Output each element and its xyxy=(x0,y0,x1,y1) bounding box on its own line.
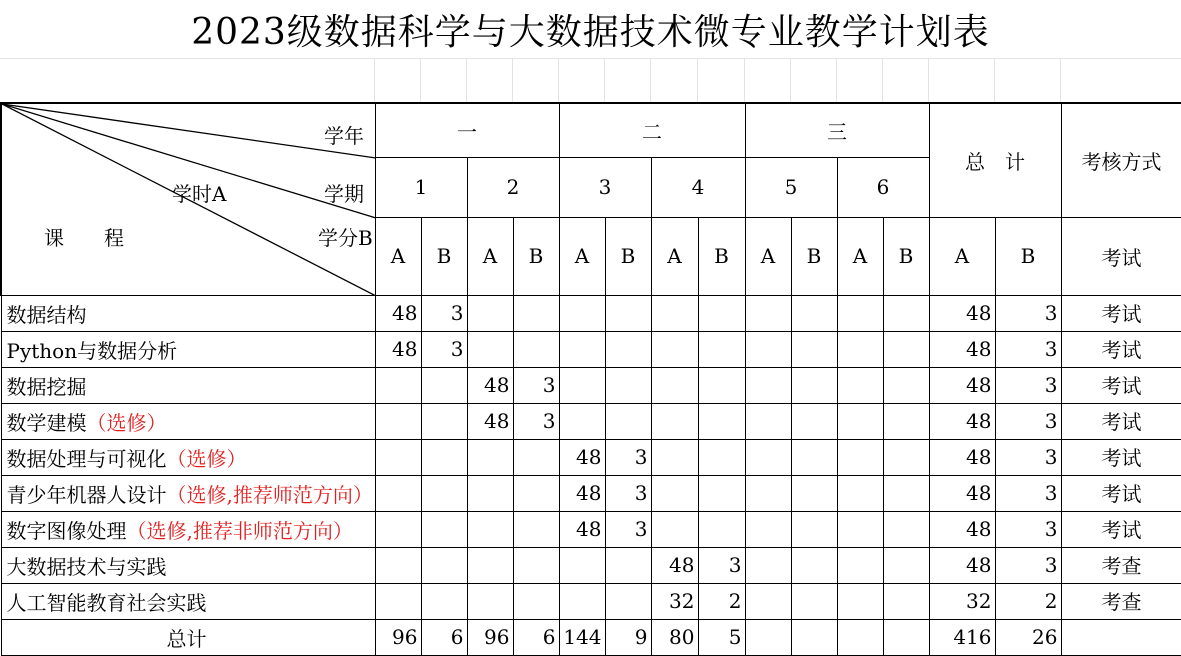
empty-cell xyxy=(837,403,883,439)
course-assessment: 考试 xyxy=(1061,475,1181,511)
semester-1-header: 1 xyxy=(375,157,467,217)
empty-cell xyxy=(883,583,929,619)
semester-4-b-value: 2 xyxy=(698,583,745,619)
empty-cell xyxy=(513,295,559,331)
semester-1-a-value: 48 xyxy=(375,331,421,367)
empty-cell xyxy=(883,403,929,439)
course-name-cell xyxy=(1,475,375,511)
header-label-year: 学年 xyxy=(324,124,364,148)
course-assessment: 考查 xyxy=(1061,583,1181,619)
empty-cell xyxy=(698,403,745,439)
course-row xyxy=(1,295,1181,331)
empty-cell xyxy=(513,331,559,367)
semester-6-header: 6 xyxy=(837,157,929,217)
header-label-semester: 学期 xyxy=(324,182,364,206)
total-cell xyxy=(745,619,791,655)
course-name: 数字图像处理 xyxy=(6,518,127,543)
empty-cell xyxy=(837,475,883,511)
empty-cell xyxy=(651,331,698,367)
header-label-hours: 学时A xyxy=(172,182,227,206)
curriculum-table xyxy=(0,102,1181,656)
course-total-a: 32 xyxy=(929,583,995,619)
header-label-course-1: 课 xyxy=(44,226,64,250)
empty-cell xyxy=(698,295,745,331)
col-a-header: A xyxy=(467,217,513,295)
course-row xyxy=(1,511,1181,547)
semester-3-a-value: 48 xyxy=(559,511,605,547)
course-elective-note: （选修,推荐师范方向） xyxy=(166,482,373,507)
empty-cell xyxy=(513,547,559,583)
empty-cell xyxy=(791,475,837,511)
course-row xyxy=(1,439,1181,475)
course-total-a: 48 xyxy=(929,547,995,583)
page-title: 2023级数据科学与大数据技术微专业教学计划表 xyxy=(191,11,990,53)
course-name: 大数据技术与实践 xyxy=(6,554,167,579)
year-2-header: 二 xyxy=(559,103,745,157)
empty-cell xyxy=(421,583,467,619)
semester-2-header: 2 xyxy=(467,157,559,217)
empty-cell xyxy=(375,403,421,439)
total-header: 总 计 xyxy=(929,103,1061,217)
course-name-cell xyxy=(1,583,375,619)
empty-cell xyxy=(605,367,651,403)
empty-cell xyxy=(883,367,929,403)
empty-cell xyxy=(883,439,929,475)
course-name-cell xyxy=(1,367,375,403)
empty-cell xyxy=(467,583,513,619)
totals-row xyxy=(1,619,1181,655)
empty-cell xyxy=(698,367,745,403)
semester-2-b-value: 3 xyxy=(513,403,559,439)
totals-label: 总计 xyxy=(1,619,375,655)
empty-cell xyxy=(375,511,421,547)
semester-3-b-value: 3 xyxy=(605,439,651,475)
course-total-b: 3 xyxy=(995,511,1061,547)
col-b-header: B xyxy=(791,217,837,295)
course-total-b: 3 xyxy=(995,439,1061,475)
empty-cell xyxy=(421,475,467,511)
course-total-a: 48 xyxy=(929,295,995,331)
empty-cell xyxy=(883,511,929,547)
empty-cell xyxy=(513,475,559,511)
total-cell: 6 xyxy=(421,619,467,655)
course-assessment: 考试 xyxy=(1061,511,1181,547)
empty-cell xyxy=(883,547,929,583)
course-assessment: 考试 xyxy=(1061,439,1181,475)
total-cell: 6 xyxy=(513,619,559,655)
course-row xyxy=(1,367,1181,403)
course-name: 数学建模 xyxy=(6,410,87,435)
empty-cell xyxy=(698,331,745,367)
empty-cell xyxy=(467,547,513,583)
empty-cell xyxy=(605,547,651,583)
course-rows xyxy=(1,295,1181,619)
course-name: Python与数据分析 xyxy=(6,338,178,363)
header-label-credits: 学分B xyxy=(318,226,373,250)
empty-cell xyxy=(421,403,467,439)
empty-cell xyxy=(745,439,791,475)
blank-spacer-row xyxy=(0,58,1181,102)
semester-3-a-value: 48 xyxy=(559,439,605,475)
semester-4-header: 4 xyxy=(651,157,745,217)
course-row xyxy=(1,403,1181,439)
empty-cell xyxy=(883,475,929,511)
total-a-header: A xyxy=(929,217,995,295)
empty-cell xyxy=(791,367,837,403)
empty-cell xyxy=(791,583,837,619)
empty-cell xyxy=(605,583,651,619)
diagonal-header-cell xyxy=(1,103,375,295)
empty-cell xyxy=(559,583,605,619)
total-cell xyxy=(837,619,883,655)
course-row xyxy=(1,547,1181,583)
course-total-a: 48 xyxy=(929,439,995,475)
course-name-cell xyxy=(1,511,375,547)
col-b-header: B xyxy=(698,217,745,295)
total-cell xyxy=(791,619,837,655)
semester-2-a-value: 48 xyxy=(467,403,513,439)
empty-cell xyxy=(559,547,605,583)
semester-5-header: 5 xyxy=(745,157,837,217)
course-total-b: 3 xyxy=(995,295,1061,331)
course-assessment: 考试 xyxy=(1061,403,1181,439)
empty-cell xyxy=(745,511,791,547)
empty-cell xyxy=(559,295,605,331)
total-cell: 5 xyxy=(698,619,745,655)
empty-cell xyxy=(837,439,883,475)
empty-cell xyxy=(651,295,698,331)
empty-cell xyxy=(375,475,421,511)
empty-cell xyxy=(467,331,513,367)
col-b-header: B xyxy=(513,217,559,295)
empty-cell xyxy=(791,331,837,367)
course-name: 数据结构 xyxy=(6,302,87,327)
semester-3-header: 3 xyxy=(559,157,651,217)
semester-3-b-value: 3 xyxy=(605,511,651,547)
col-a-header: A xyxy=(837,217,883,295)
course-name: 数据挖掘 xyxy=(6,374,87,399)
col-a-header: A xyxy=(559,217,605,295)
empty-cell xyxy=(651,367,698,403)
empty-cell xyxy=(745,475,791,511)
col-a-header: A xyxy=(651,217,698,295)
empty-cell xyxy=(745,331,791,367)
course-total-a: 48 xyxy=(929,331,995,367)
course-total-a: 48 xyxy=(929,367,995,403)
semester-1-b-value: 3 xyxy=(421,295,467,331)
grand-total-a: 416 xyxy=(929,619,995,655)
course-elective-note: （选修,推荐非师范方向） xyxy=(126,518,353,543)
empty-cell xyxy=(651,511,698,547)
course-name: 数据处理与可视化 xyxy=(6,446,167,471)
empty-cell xyxy=(745,367,791,403)
course-total-a: 48 xyxy=(929,511,995,547)
empty-cell xyxy=(605,331,651,367)
semester-1-a-value: 48 xyxy=(375,295,421,331)
course-name-cell xyxy=(1,331,375,367)
empty-cell xyxy=(421,439,467,475)
grand-total-b: 26 xyxy=(995,619,1061,655)
empty-cell xyxy=(559,331,605,367)
course-total-b: 3 xyxy=(995,403,1061,439)
course-row xyxy=(1,475,1181,511)
empty-cell xyxy=(651,475,698,511)
empty-cell xyxy=(513,439,559,475)
empty-cell xyxy=(375,547,421,583)
course-row xyxy=(1,583,1181,619)
empty-cell xyxy=(883,295,929,331)
course-total-a: 48 xyxy=(929,403,995,439)
total-cell xyxy=(883,619,929,655)
course-name: 青少年机器人设计 xyxy=(6,482,167,507)
course-name-cell xyxy=(1,547,375,583)
empty-cell xyxy=(605,295,651,331)
total-cell: 96 xyxy=(375,619,421,655)
total-cell: 96 xyxy=(467,619,513,655)
empty-cell xyxy=(837,547,883,583)
empty-cell xyxy=(791,439,837,475)
empty-cell xyxy=(467,511,513,547)
empty-cell xyxy=(745,295,791,331)
course-name: 人工智能教育社会实践 xyxy=(6,590,207,615)
semester-2-a-value: 48 xyxy=(467,367,513,403)
empty-cell xyxy=(698,511,745,547)
empty-cell xyxy=(837,367,883,403)
empty-cell xyxy=(698,439,745,475)
empty-cell xyxy=(791,295,837,331)
empty-cell xyxy=(791,511,837,547)
course-total-b: 3 xyxy=(995,475,1061,511)
empty-cell xyxy=(883,331,929,367)
empty-cell xyxy=(837,583,883,619)
col-b-header: B xyxy=(421,217,467,295)
semester-4-a-value: 48 xyxy=(651,547,698,583)
empty-cell xyxy=(745,583,791,619)
empty-cell xyxy=(651,403,698,439)
semester-3-b-value: 3 xyxy=(605,475,651,511)
total-cell: 9 xyxy=(605,619,651,655)
col-a-header: A xyxy=(745,217,791,295)
course-assessment: 考查 xyxy=(1061,547,1181,583)
semester-4-a-value: 32 xyxy=(651,583,698,619)
empty-cell xyxy=(745,403,791,439)
empty-cell xyxy=(791,547,837,583)
col-a-header: A xyxy=(375,217,421,295)
empty-cell xyxy=(698,475,745,511)
empty-cell xyxy=(375,583,421,619)
empty-cell xyxy=(605,403,651,439)
semester-3-a-value: 48 xyxy=(559,475,605,511)
year-1-header: 一 xyxy=(375,103,559,157)
empty-cell xyxy=(559,367,605,403)
course-elective-note: （选修） xyxy=(166,446,247,471)
assessment-header: 考核方式 xyxy=(1061,103,1181,217)
course-name-cell xyxy=(1,295,375,331)
course-total-b: 3 xyxy=(995,547,1061,583)
empty-cell xyxy=(837,511,883,547)
empty-cell xyxy=(375,439,421,475)
course-total-a: 48 xyxy=(929,475,995,511)
course-assessment: 考试 xyxy=(1061,331,1181,367)
total-cell: 144 xyxy=(559,619,605,655)
course-total-b: 2 xyxy=(995,583,1061,619)
assessment-subheader: 考试 xyxy=(1061,217,1181,295)
course-assessment: 考试 xyxy=(1061,367,1181,403)
header-label-course-2: 程 xyxy=(104,226,124,250)
empty-cell xyxy=(837,331,883,367)
empty-cell xyxy=(837,295,883,331)
semester-1-b-value: 3 xyxy=(421,331,467,367)
empty-cell xyxy=(421,547,467,583)
semester-2-b-value: 3 xyxy=(513,367,559,403)
empty-cell xyxy=(513,583,559,619)
empty-cell xyxy=(651,439,698,475)
col-b-header: B xyxy=(883,217,929,295)
empty-cell xyxy=(791,403,837,439)
empty-cell xyxy=(559,403,605,439)
course-name-cell xyxy=(1,439,375,475)
empty-cell xyxy=(467,439,513,475)
empty-cell xyxy=(421,367,467,403)
empty-cell xyxy=(421,511,467,547)
course-total-b: 3 xyxy=(995,367,1061,403)
totals-assessment-empty xyxy=(1061,619,1181,655)
total-b-header: B xyxy=(995,217,1061,295)
empty-cell xyxy=(375,367,421,403)
course-assessment: 考试 xyxy=(1061,295,1181,331)
empty-cell xyxy=(467,295,513,331)
empty-cell xyxy=(467,475,513,511)
semester-4-b-value: 3 xyxy=(698,547,745,583)
empty-cell xyxy=(745,547,791,583)
empty-cell xyxy=(513,511,559,547)
year-3-header: 三 xyxy=(745,103,929,157)
course-elective-note: （选修） xyxy=(86,410,167,435)
course-total-b: 3 xyxy=(995,331,1061,367)
course-row xyxy=(1,331,1181,367)
total-cell: 80 xyxy=(651,619,698,655)
col-b-header: B xyxy=(605,217,651,295)
course-name-cell xyxy=(1,403,375,439)
